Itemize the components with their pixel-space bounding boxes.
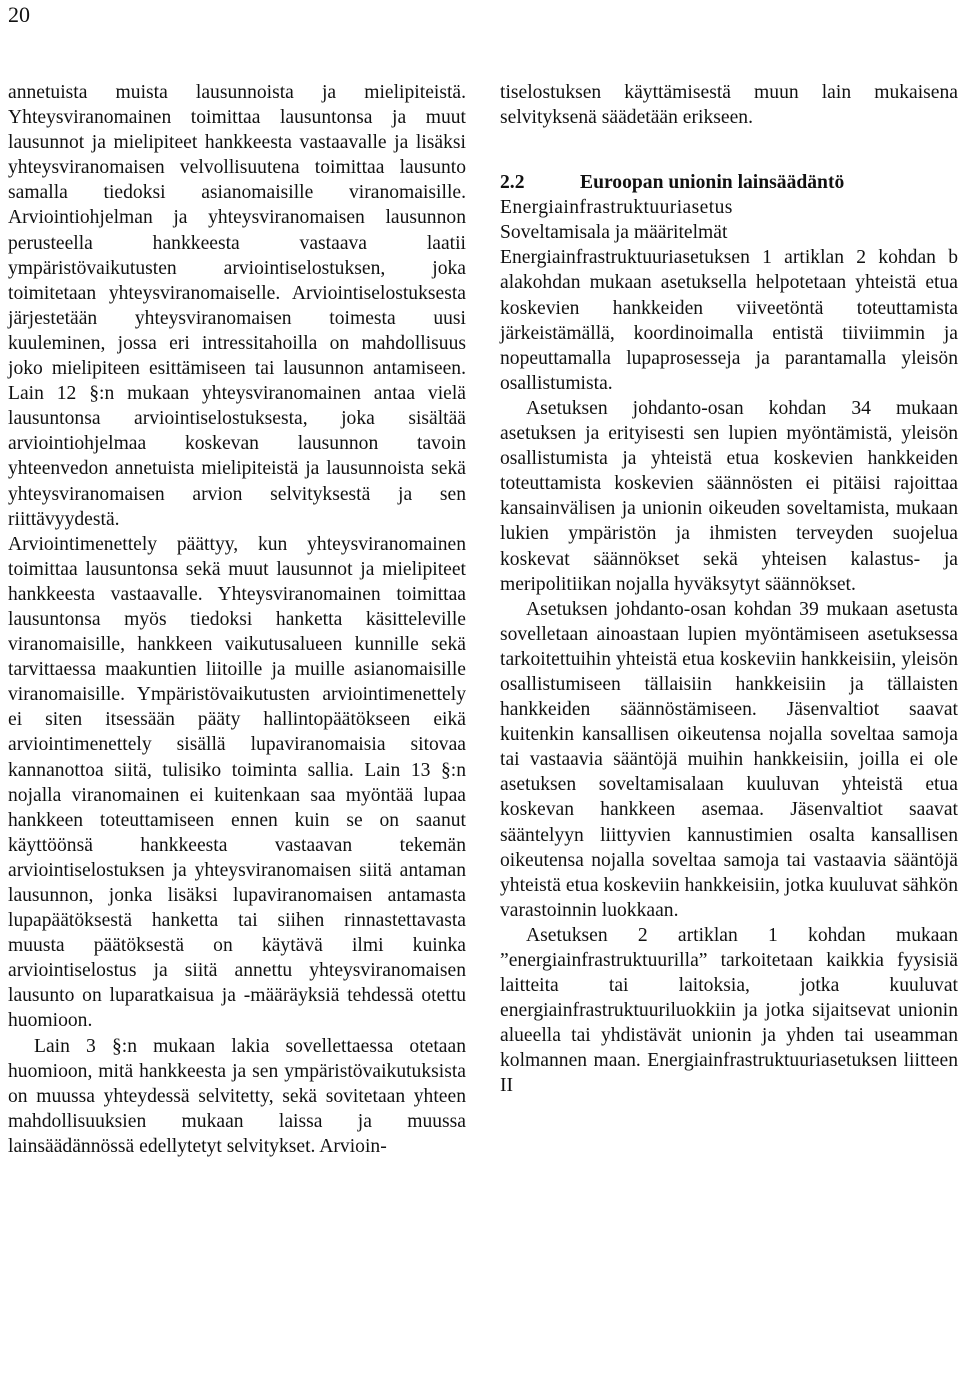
subheading-energy-infrastructure-regulation: Energiainfrastruktuuriasetus bbox=[500, 197, 733, 219]
right-paragraph-3: Asetuksen johdanto-osan kohdan 39 mukaan asetusta sovelletaan ainoastaan lupien myöntämiseen asetuksessa tarkoitettuihin yhteistä etua koskeviin hankkeisiin, yleisön osallistumiseen tällaisiin hankkeisiin ja tällaisten hankkeiden säännöstämiseen. Jäsenvaltiot saavat kuitenkin kansallisen oikeutensa nojalla soveltaa samoja tai vastaavia sääntöjä muihin hankkeisiin, joilla ei ole asetuksen soveltamisalaan kuuluvan yhteistä etua koskevan hankkeen asemaa. Jäsenvaltiot saavat sääntelyyn liittyvien kannustimien osalta kansallisen oikeutensa nojalla soveltaa samoja tai vastaavia sääntöjä yhteistä etua koskeviin hankkeisiin, jotka kuuluvat sähkön varastoinnin luokkaan. bbox=[500, 598, 958, 921]
left-paragraph-1: annetuista muista lausunnoista ja mielipiteistä. Yhteysviranomainen toimittaa lausuntonsa ja muut lausunnot ja mielipiteet hankkeesta vastaavalle ja lisäksi yhteysviranomaisen velvollisuutena toimittaa lausunto samalla tiedoksi asianomaisille viranomaisille. Arviointiohjelman ja yhteysviranomaisen lausunnon perusteella hankkeesta vastaava laatii ympäristövaikutusten arviointiselostuksen, joka toimitetaan yhteysviranomaiselle. Arviointiselostuksesta järjestetään yhteysviranomaisen toimesta uusi kuuleminen, jossa eri intressitahoilla on mahdollisuus joko mielipiteen esittämiseen tai lausunnon antamiseen. Lain 12 §:n mukaan yhteysviranomainen antaa vielä lausuntonsa arviointiselostuksesta, joka sisältää arviointiohjelmaa koskevan lausunnon tavoin yhteenvedon annetuista mielipiteistä ja lausunnoista sekä yhteysviranomaisen arvion selvityksestä ja sen riittävyydestä. bbox=[8, 82, 466, 530]
right-paragraph-4: Asetuksen 2 artiklan 1 kohdan mukaan ”energiainfrastruktuurilla” tarkoitetaan kaikkia fyysisiä laitteita tai laitoksia, jotka kuuluvat energiainfrastruktuuriluokkiin ja jotka sijaitsevat unionin alueella tai yhdistävät unionin ja yhden tai useamman kolmannen maan. Energiainfrastruktuuriasetuksen liitteen II bbox=[500, 924, 958, 1097]
right-paragraph-1: Energiainfrastruktuuriasetuksen 1 artiklan 2 kohdan b alakohdan mukaan asetuksella helpotetaan yhteistä etua koskevien hankkeiden viiveetöntä toteuttamista järkeistämällä, koordinoimalla entistä tiiviimmin ja nopeuttamalla lupaprosesseja ja parantamalla yleisön osallistumista. bbox=[500, 247, 958, 394]
section-title: Euroopan unionin lainsäädäntö bbox=[580, 172, 845, 194]
left-paragraph-3: Lain 3 §:n mukaan lakia sovellettaessa otetaan huomioon, mitä hankkeesta ja sen ympäristövaikutuksista on muussa yhteydessä selvitetty, sekä sovitetaan yhteen mahdollisuuksien mukaan laissa ja muussa lainsäädännössä edellytetyt selvitykset. Arvioin- bbox=[8, 1035, 466, 1157]
subheading-scope-and-definitions: Soveltamisala ja määritelmät bbox=[500, 222, 728, 244]
right-column bbox=[500, 80, 958, 1099]
right-paragraph-2: Asetuksen johdanto-osan kohdan 34 mukaan asetuksen ja erityisesti sen lupien myöntämistä, yleisön osallistumista ja yhteistä etua koskevien hankkeiden toteuttamista koskevien säännösten ei pitäisi rajoittaa kansainvälisen ja unionin oikeuden soveltamista, mukaan lukien ympäristön ja ihmisten terveyden suojelua koskevat säännökset sekä yhteisen kalastus- ja meripolitiikan nojalla hyväksytyt säännökset. bbox=[500, 397, 958, 595]
left-column bbox=[8, 80, 466, 1159]
section-number: 2.2 bbox=[500, 172, 525, 194]
page-number: 20 bbox=[8, 2, 30, 27]
right-paragraph-continuation: tiselostuksen käyttämisestä muun lain mukaisena selvityksenä säädetään erikseen. bbox=[500, 82, 958, 129]
section-heading bbox=[500, 170, 958, 195]
left-paragraph-2: Arviointimenettely päättyy, kun yhteysviranomainen toimittaa lausuntonsa sekä muut lausunnot ja mielipiteet hankkeesta vastaavalle. Yhteysviranomainen toimittaa lausuntonsa myös tiedoksi hanketta käsitteleville viranomaisille, hankkeen vaikutusalueen kunnille sekä tarvittaessa maakuntien liitoille ja muille asianomaisille viranomaisille. Ympäristövaikutusten arviointimenettely ei siten itsessään pääty hallintopäätökseen eikä arviointimenettely sisällä lupaviranomaisia sitovaa kannanottoa siitä, tulisiko toiminta sallia. Lain 13 §:n nojalla viranomainen ei kuitenkaan saa myöntää lupaa hankkeen toteuttamiseen ennen kuin se on saanut käyttöönsä hankkeesta vastaavan tekemän arviointiselostuksen ja yhteysviranomaisen siitä antaman lausunnon, jonka lisäksi lupaviranomaisen antamasta lupapäätöksestä hanketta tai siihen rinnastettavasta muusta päätöksestä on käytävä ilmi kuinka arviointiselostus ja siitä annettu yhteysviranomaisen lausunto on luparatkaisua ja -määräyksiä tehdessä otettu huomioon. bbox=[8, 533, 466, 1032]
